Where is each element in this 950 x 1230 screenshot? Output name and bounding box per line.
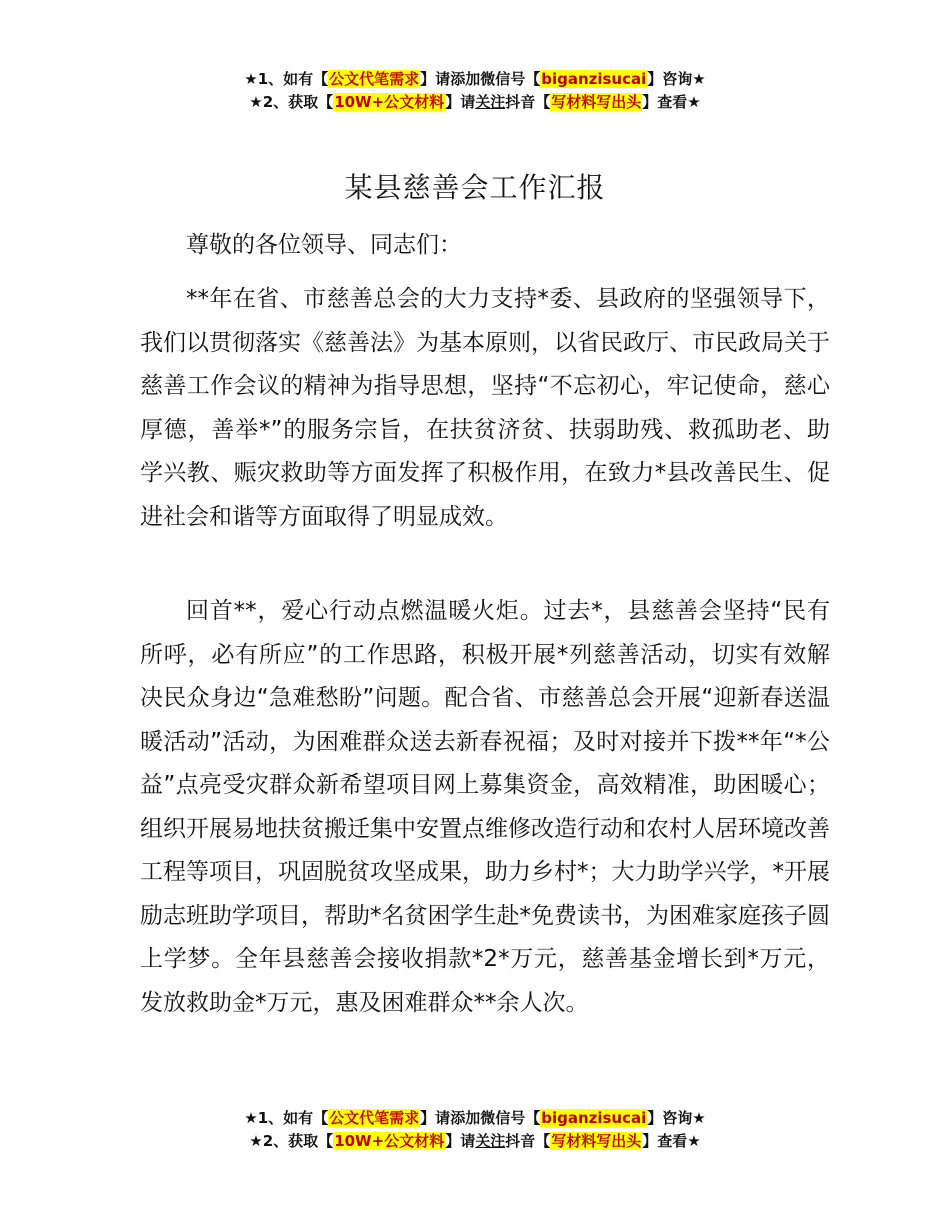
promo-line-2: [0, 91, 950, 114]
promo-line-2: [0, 1130, 950, 1153]
header-promo-banner: [0, 68, 950, 114]
promo-highlight: 写材料写出头: [551, 93, 642, 111]
promo-emphasis: 关注: [475, 1132, 506, 1150]
promo-text: 微信号【: [480, 1109, 541, 1127]
promo-text: 】咨询★: [647, 1109, 706, 1127]
promo-emphasis: 添加: [450, 1109, 481, 1127]
document-paragraph-1: [140, 278, 830, 539]
promo-text: 】请: [420, 1109, 451, 1127]
promo-text: ★1、如有【: [244, 70, 329, 88]
document-greeting: [140, 224, 830, 268]
document-title: 某县慈善会工作汇报: [344, 171, 606, 204]
promo-text: ★2、获取【: [249, 93, 334, 111]
promo-highlight: 公文代笔需求: [329, 1109, 420, 1127]
greeting-text: 尊敬的各位领导、同志们：: [186, 232, 462, 258]
document-paragraph-2: [140, 590, 830, 1025]
promo-text: 抖音【: [505, 93, 551, 111]
promo-text: 抖音【: [505, 1132, 551, 1150]
promo-text: ★2、获取【: [249, 1132, 334, 1150]
paragraph-text: **年在省、市慈善总会的大力支持*委、县政府的坚强领导下，我们以贯彻落实《慈善法》为基本原则，以省民政厅、市民政局关于慈善工作会议的精神为指导思想，坚持“不忘初心，牢记使命，慈心厚德，善举*”的服务宗旨，在扶贫济贫、扶弱助残、救孤助老、助学兴教、赈灾救助等方面发挥了积极作用，在致力*县改善民生、促进社会和谐等方面取得了明显成效。: [140, 286, 830, 530]
promo-highlight: biganzisucai: [541, 70, 647, 88]
promo-highlight: biganzisucai: [541, 1109, 647, 1127]
promo-text: ★1、如有【: [244, 1109, 329, 1127]
promo-emphasis: 添加: [450, 70, 481, 88]
promo-text: 】查看★: [642, 93, 701, 111]
promo-text: 】请: [420, 70, 451, 88]
promo-emphasis: 关注: [475, 93, 506, 111]
footer-promo-banner: [0, 1107, 950, 1153]
promo-text: 】请: [445, 1132, 476, 1150]
promo-text: 】查看★: [642, 1132, 701, 1150]
promo-highlight: 10W+公文材料: [334, 1132, 445, 1150]
promo-text: 】咨询★: [647, 70, 706, 88]
promo-highlight: 10W+公文材料: [334, 93, 445, 111]
promo-highlight: 写材料写出头: [551, 1132, 642, 1150]
promo-highlight: 公文代笔需求: [329, 70, 420, 88]
promo-text: 微信号【: [480, 70, 541, 88]
paragraph-text: 回首**，爱心行动点燃温暖火炬。过去*，县慈善会坚持“民有所呼，必有所应”的工作思路，积极开展*列慈善活动，切实有效解决民众身边“急难愁盼”问题。配合省、市慈善总会开展“迎新春送温暖活动”活动，为困难群众送去新春祝福；及时对接并下拨**年“*公益”点亮受灾群众新希望项目网上募集资金，高效精准，助困暖心；组织开展易地扶贫搬迁集中安置点维修改造行动和农村人居环境改善工程等项目，巩固脱贫攻坚成果，助力乡村*；大力助学兴学，*开展励志班助学项目，帮助*名贫困学生赴*免费读书，为困难家庭孩子圆上学梦。全年县慈善会接收捐款*2*万元，慈善基金增长到*万元，发放救助金*万元，惠及困难群众**余人次。: [140, 598, 830, 1016]
promo-text: 】请: [445, 93, 476, 111]
promo-line-1: [0, 1107, 950, 1130]
promo-line-1: [0, 68, 950, 91]
